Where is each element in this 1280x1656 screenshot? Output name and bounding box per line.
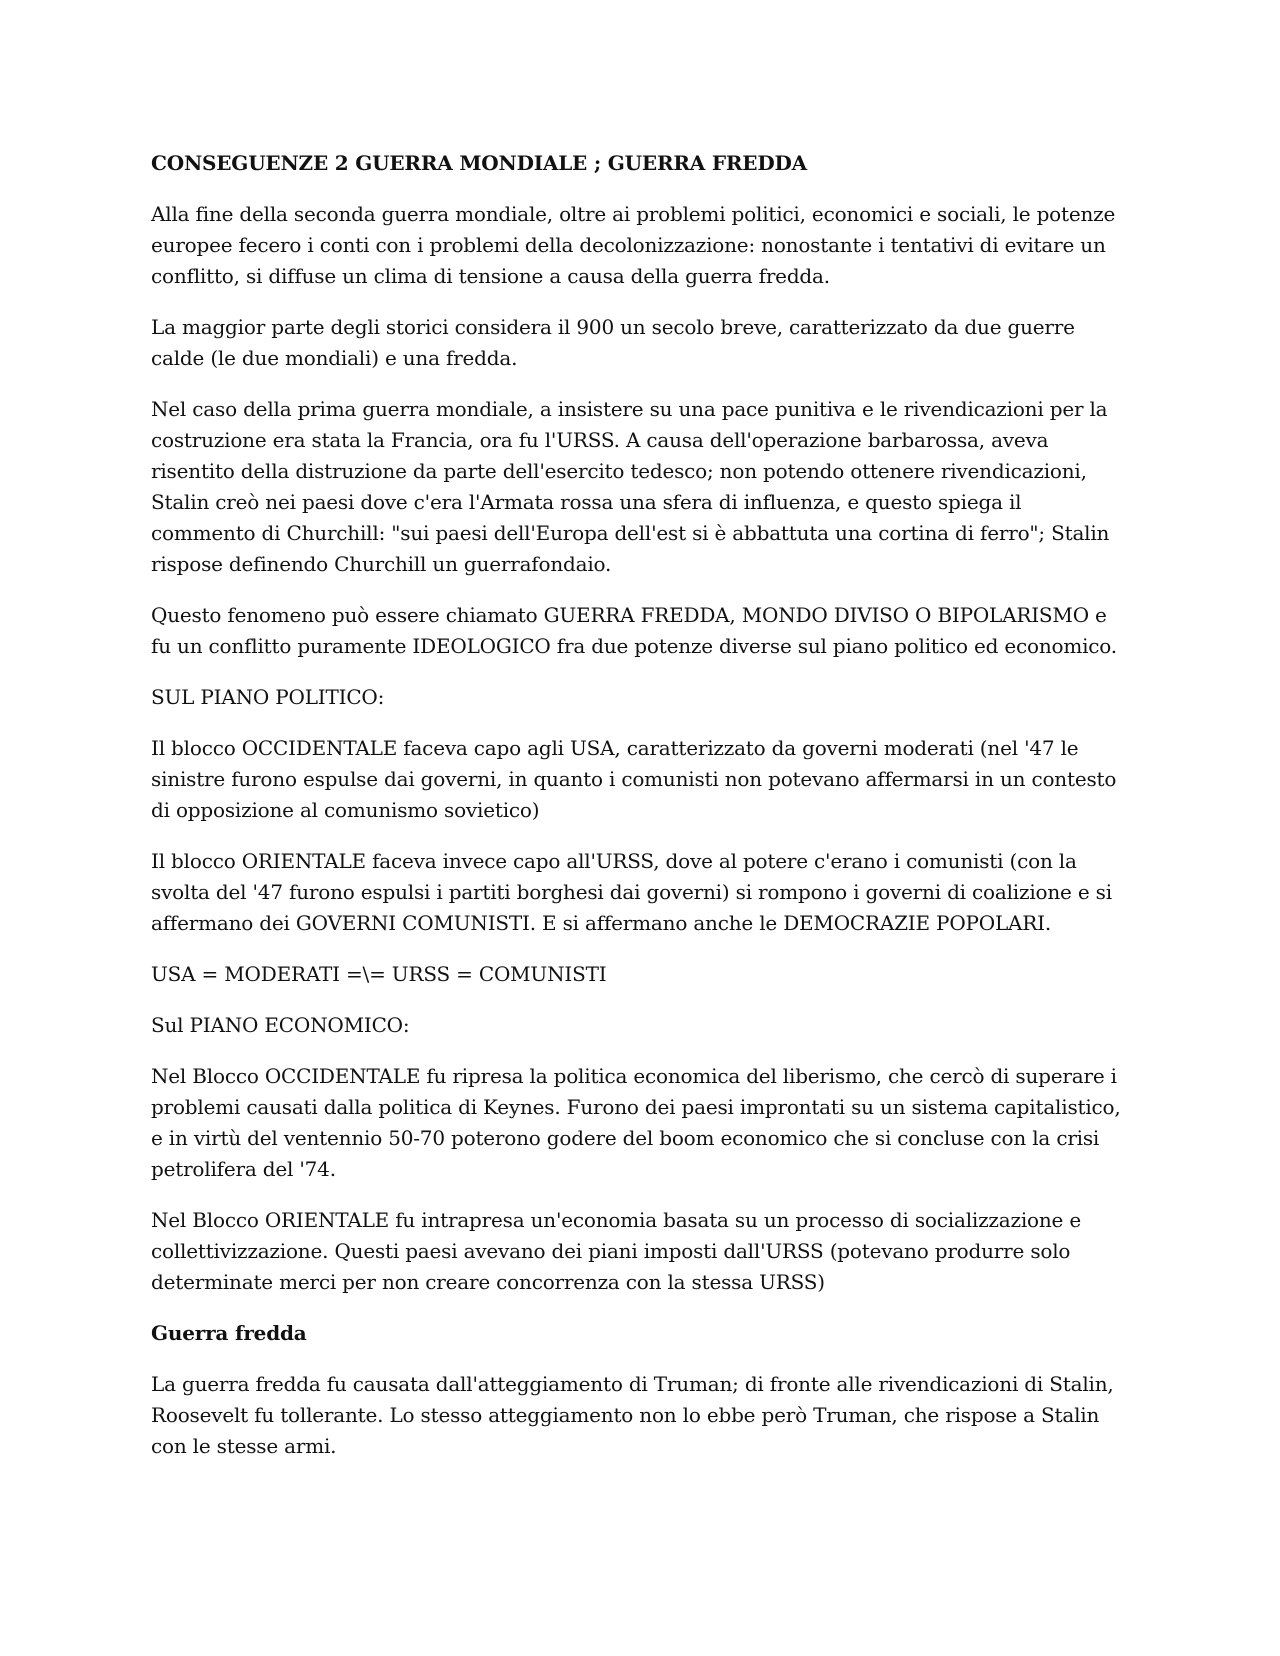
label-piano-economico: Sul PIANO ECONOMICO: xyxy=(151,1013,410,1037)
paragraph-cortina-di-ferro: Nel caso della prima guerra mondiale, a insistere su una pace punitiva e le rivendicazioni per la costruzione era stata la Francia, ora fu l'URSS. A causa dell'operazione barbarossa, aveva risentito della distruzione da parte dell'esercito tedesco; non potendo ottenere rivendicazioni, Stalin creò nei paesi dove c'era l'Armata rossa una sfera di influenza, e questo spiega il commento di Churchill: "sui paesi dell'Europa dell'est si è abbattuta una cortina di ferro"; Stalin rispose definendo Churchill un guerrafondaio. xyxy=(151,397,1110,576)
paragraph-blocco-occidentale-politico: Il blocco OCCIDENTALE faceva capo agli USA, caratterizzato da governi moderati (nel '47 le sinistre furono espulse dai governi, in quanto i comunisti non potevano affermarsi in un contesto di opposizione al comunismo sovietico) xyxy=(151,736,1117,822)
label-piano-politico: SUL PIANO POLITICO: xyxy=(151,685,385,709)
paragraph-truman: La guerra fredda fu causata dall'atteggiamento di Truman; di fronte alle rivendicazioni di Stalin, Roosevelt fu tollerante. Lo stesso atteggiamento non lo ebbe però Truman, che rispose a Stalin con le stesse armi. xyxy=(151,1372,1114,1458)
paragraph-blocco-occidentale-economico: Nel Blocco OCCIDENTALE fu ripresa la politica economica del liberismo, che cercò di superare i problemi causati dalla politica di Keynes. Furono dei paesi improntati su un sistema capitalistico, e in virtù del ventennio 50-70 poterono godere del boom economico che si concluse con la crisi petrolifera del '74. xyxy=(151,1064,1121,1181)
summary-line: USA = MODERATI =\= URSS = COMUNISTI xyxy=(151,962,607,986)
paragraph-bipolarismo: Questo fenomeno può essere chiamato GUERRA FREDDA, MONDO DIVISO O BIPOLARISMO e fu un conflitto puramente IDEOLOGICO fra due potenze diverse sul piano politico ed economico. xyxy=(151,603,1117,658)
document-title: CONSEGUENZE 2 GUERRA MONDIALE ; GUERRA FREDDA xyxy=(151,151,807,175)
paragraph-intro: Alla fine della seconda guerra mondiale, oltre ai problemi politici, economici e sociali, le potenze europee fecero i conti con i problemi della decolonizzazione: nonostante i tentativi di evitare un conflitto, si diffuse un clima di tensione a causa della guerra fredda. xyxy=(151,202,1116,288)
document-body xyxy=(151,148,1131,1482)
paragraph-secolo-breve: La maggior parte degli storici considera il 900 un secolo breve, caratterizzato da due guerre calde (le due mondiali) e una fredda. xyxy=(151,315,1075,370)
paragraph-blocco-orientale-economico: Nel Blocco ORIENTALE fu intrapresa un'economia basata su un processo di socializzazione e collettivizzazione. Questi paesi avevano dei piani imposti dall'URSS (potevano produrre solo determinate merci per non creare concorrenza con la stessa URSS) xyxy=(151,1208,1081,1294)
section-heading: Guerra fredda xyxy=(151,1321,307,1345)
paragraph-blocco-orientale-politico: Il blocco ORIENTALE faceva invece capo all'URSS, dove al potere c'erano i comunisti (con la svolta del '47 furono espulsi i partiti borghesi dai governi) si rompono i governi di coalizione e si affermano dei GOVERNI COMUNISTI. E si affermano anche le DEMOCRAZIE POPOLARI. xyxy=(151,849,1112,935)
